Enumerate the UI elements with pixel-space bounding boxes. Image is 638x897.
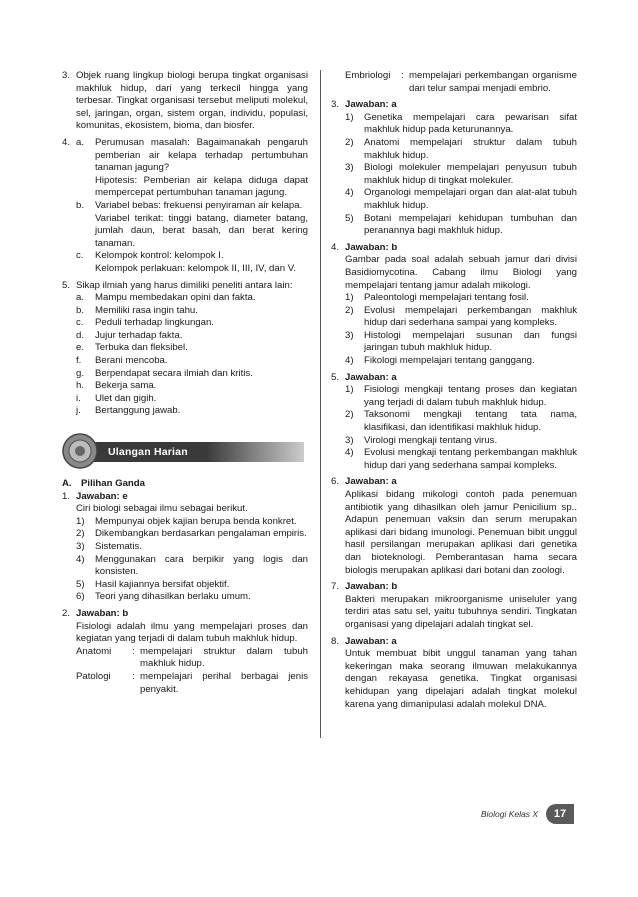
mc-answer-8: 8. Jawaban: a Untuk membuat bibit unggul tanaman yang tahan kekeringan maka seorang ilmuwan melakukannya dengan rekayasa genetika. Tingkat organisasi kehidupan yang dipelajari adalah tingkat molekul karena yang dimanipulasi adalah molekul DNA. bbox=[331, 635, 577, 710]
answer-5: 5. Sikap ilmiah yang harus dimiliki peneliti antara lain: a. Mampu membedakan opini dan fakta. b. Memiliki rasa ingin tahu. c. Peduli terhadap lingkungan. d. Jujur terhadap fakta. e. Terbuka dan fleksibel. f. Berani mencoba. g. Berpendapat secara ilmiah dan kritis. h. Bekerja sama. i. Ulet dan gigih. j. Bertanggung jawab. bbox=[62, 280, 308, 419]
mc-answer-7: 7. Jawaban: b Bakteri merupakan mikroorganisme uniseluler yang terdiri atas satu sel, yaitu tubuhnya sendiri. Tingkatan organisasi yang dipelajari adalah tingkat sel. bbox=[331, 581, 577, 630]
definition-row: Embriologi : mempelajari perkembangan organisme dari telur sampai menjadi embrio. bbox=[345, 70, 577, 94]
list-item: b. Memiliki rasa ingin tahu. bbox=[76, 304, 198, 316]
page-footer bbox=[481, 804, 574, 824]
list-item: 5) Botani mempelajari kehidupan tumbuhan dan peranannya bagi makhluk hidup. bbox=[345, 212, 577, 237]
banner-label: Ulangan Harian bbox=[108, 446, 188, 459]
mc-answer-1: 1. Jawaban: e Ciri biologi sebagai ilmu sebagai berikut. 1) Mempunyai objek kajian berupa benda konkret. 2) Dikembangkan berdasarkan pengalaman empiris. 3) Sistematis. 4) Menggunakan cara berpikir yang logis dan konsisten. 5) Hasil kajiannya bersifat objektif. 6) Teori yang dihasilkan berlaku umum. bbox=[62, 490, 308, 603]
list-item: 3) Biologi molekuler mempelajari penyusun tubuh makhluk hidup di tingkat molekuler. bbox=[345, 162, 577, 186]
list-item: 3) Histologi mempelajari susunan dan fungsi jaringan tubuh makhluk hidup. bbox=[345, 329, 577, 354]
mc-answer-5: 5. Jawaban: a 1) Fisiologi mengkaji tentang proses dan kegiatan yang terjadi di dalam tubuh makhluk hidup. 2) Taksonomi mengkaji tentang tata nama, klasifikasi, dan identifikasi makhluk hidup. 3) Virologi mengkaji tentang virus. 4) Evolusi mengkaji tentang perkembangan makhluk hidup dari yang sederhana sampai kompleks. bbox=[331, 371, 577, 471]
list-item: h. Bekerja sama. bbox=[76, 380, 157, 392]
mc-answer-3: 3. Jawaban: a 1) Genetika mempelajari cara pewarisan sifat makhluk hidup pada keturunannya. 2) Anatomi mempelajari struktur dalam tubuh makhluk hidup. 3) Biologi molekuler mempelajari penyusun tubuh makhluk hidup di tingkat molekuler. 4) Organologi mempelajari organ dan alat-alat tubuh makhluk hidup. 5) Botani mempelajari kehidupan tumbuhan dan peranannya bagi makhluk hidup. bbox=[331, 99, 577, 237]
left-column bbox=[62, 70, 308, 696]
list-item: 2) Anatomi mempelajari struktur dalam tubuh makhluk hidup. bbox=[345, 136, 577, 161]
list-item: 2) Dikembangkan berdasarkan pengalaman empiris. bbox=[76, 528, 307, 540]
answer-3-text: Objek ruang lingkup biologi berupa tingkat organisasi makhluk hidup, dari yang terkecil hingga yang terbesar. Tingkat organisasi tersebut meliputi molekul, sel, jaringan, organ, sistem organ, individu, populasi, komunitas, ekosistem, bioma, dan biosfer. bbox=[76, 70, 308, 132]
page-number: 17 bbox=[546, 804, 574, 824]
right-column bbox=[331, 70, 577, 711]
list-item: g. Berpendapat secara ilmiah dan kritis. bbox=[76, 367, 253, 379]
list-item: i. Ulet dan gigih. bbox=[76, 392, 157, 404]
list-item: 4) Organologi mempelajari organ dan alat-alat tubuh makhluk hidup. bbox=[345, 187, 577, 211]
list-item: 3) Sistematis. bbox=[76, 541, 142, 552]
gear-emblem-icon bbox=[60, 432, 100, 470]
column-divider bbox=[320, 70, 321, 738]
list-item: 4) Fikologi mempelajari tentang ganggang. bbox=[345, 355, 535, 367]
list-item: 1) Paleontologi mempelajari tentang fosil. bbox=[345, 292, 529, 304]
list-item: 5) Hasil kajiannya bersifat objektif. bbox=[76, 578, 230, 590]
list-item: 3) Virologi mengkaji tentang virus. bbox=[345, 434, 498, 446]
list-item: 6) Teori yang dihasilkan berlaku umum. bbox=[76, 591, 251, 603]
list-item: a. Mampu membedakan opini dan fakta. bbox=[76, 292, 256, 304]
mc-answer-2: 2. Jawaban: b Fisiologi adalah ilmu yang mempelajari proses dan kegiatan yang terjadi di dalam tubuh makhluk hidup. Anatomi : mempelajari struktur dalam tubuh makhluk hidup. Patologi : mempelajari perihal berbagai jenis penyakit. bbox=[62, 607, 308, 695]
section-heading: A. Pilihan Ganda bbox=[62, 478, 145, 490]
answer-4b: b. Variabel bebas: frekuensi penyiraman air kelapa. Variabel terikat: tinggi batang, diameter batang, jumlah daun, berat basah, dan berat kering tanaman. bbox=[76, 199, 308, 249]
answer-4c: c. Kelompok kontrol: kelompok I. Kelompok perlakuan: kelompok II, III, IV, dan V. bbox=[76, 250, 296, 274]
list-item: 1) Fisiologi mengkaji tentang proses dan kegiatan yang terjadi di dalam tubuh makhluk hidup. bbox=[345, 384, 577, 408]
list-item: e. Terbuka dan fleksibel. bbox=[76, 342, 188, 354]
book-title: Biologi Kelas X bbox=[480, 809, 538, 819]
answer-3: 3. Objek ruang lingkup biologi berupa tingkat organisasi makhluk hidup, dari yang terkecil hingga yang terbesar. Tingkat organisasi tersebut meliputi molekul, sel, jaringan, organ, sistem organ, individu, populasi, komunitas, ekosistem, bioma, dan biosfer. bbox=[62, 70, 308, 132]
mc-answer-4: 4. Jawaban: b Gambar pada soal adalah sebuah jamur dari divisi Basidiomycotina. Cabang ilmu Biologi yang mempelajari tentang jamur adalah mikologi. 1) Paleontologi mempelajari tentang fosil. 2) Evolusi mempelajari perkembangan makhluk hidup dari sederhana sampai yang kompleks. 3) Histologi mempelajari susunan dan fungsi jaringan tubuh makhluk hidup. 4) Fikologi mempelajari tentang ganggang. bbox=[331, 241, 577, 367]
list-item: 4) Menggunakan cara berpikir yang logis dan konsisten. bbox=[76, 553, 308, 578]
list-item: f. Berani mencoba. bbox=[76, 355, 168, 367]
ulangan-harian-banner bbox=[56, 432, 308, 470]
answer-4a: a. Perumusan masalah: Bagaimanakah pengaruh pemberian air kelapa terhadap pertumbuhan tanaman jagung? Hipotesis: Pemberian air kelapa diduga dapat mempercepat pertumbuhan tanaman jagung. bbox=[76, 136, 308, 199]
list-item: 2) Evolusi mempelajari perkembangan makhluk hidup dari sederhana sampai yang kompleks. bbox=[345, 304, 577, 329]
list-item: 1) Genetika mempelajari cara pewarisan sifat makhluk hidup pada keturunannya. bbox=[345, 111, 577, 136]
list-item: 4) Evolusi mengkaji tentang perkembangan makhluk hidup dari yang sederhana sampai kompleks. bbox=[345, 447, 577, 471]
list-item: j. Bertanggung jawab. bbox=[76, 405, 181, 417]
definition-row: Anatomi : mempelajari struktur dalam tubuh makhluk hidup. bbox=[76, 645, 308, 670]
list-item: d. Jujur terhadap fakta. bbox=[76, 329, 183, 341]
list-item: 1) Mempunyai objek kajian berupa benda konkret. bbox=[76, 515, 297, 527]
list-item: c. Peduli terhadap lingkungan. bbox=[76, 317, 214, 329]
list-item: 2) Taksonomi mengkaji tentang tata nama, klasifikasi, dan identifikasi makhluk hidup. bbox=[345, 409, 577, 434]
mc-answer-6: 6. Jawaban: a Aplikasi bidang mikologi contoh pada penemuan antibiotik yang dihasilkan oleh jamur Penicilium sp.. Adapun penemuan vaksin dan serum merupakan aplikasi dari bidang imunologi. Penemuan bibit unggul hasil persilangan merupakan aplikasi dari genetika dan bioteknologi. Pemberantasan hama secara biologis merupakan aplikasi dari botani dan zoologi. bbox=[331, 476, 577, 576]
definition-row: Patologi : mempelajari perihal berbagai jenis penyakit. bbox=[76, 670, 308, 695]
answer-4: 4. a. Perumusan masalah: Bagaimanakah pengaruh pemberian air kelapa terhadap pertumbuhan tanaman jagung? Hipotesis: Pemberian air kelapa diduga dapat mempercepat pertumbuhan tanaman jagung. b. Variabel bebas: frekuensi penyiraman air kelapa. Variabel terikat: tinggi batang, diameter batang, jumlah daun, berat basah, dan berat kering tanaman. c. Kelompok kontrol: kelompok I. Kelompok perlakuan: kelompok II, III, IV, dan V. bbox=[62, 136, 308, 274]
